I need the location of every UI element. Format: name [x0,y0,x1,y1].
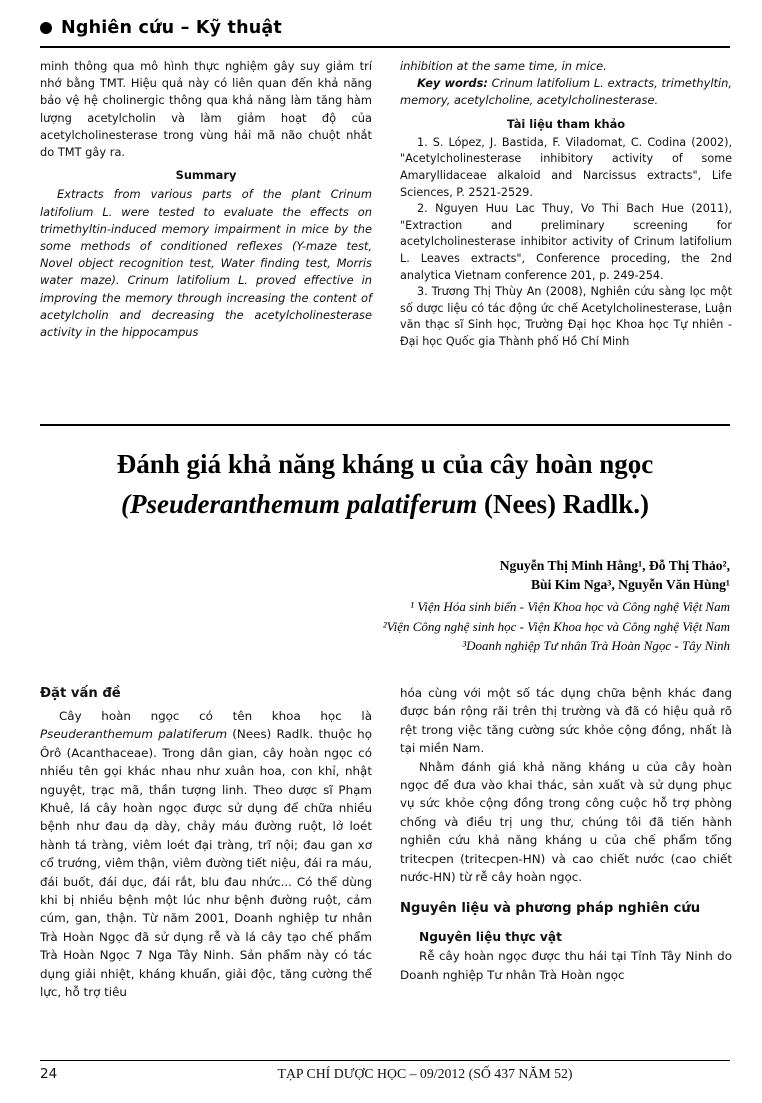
summary-tail: inhibition at the same time, in mice. [400,59,607,73]
authors-line-1: Nguyễn Thị Minh Hằng¹, Đỗ Thị Thảo², [499,558,730,573]
article-body-columns [40,684,732,1002]
article-title [40,444,730,524]
page-number: 24 [40,1066,58,1082]
journal-citation: TẠP CHÍ DƯỢC HỌC – 09/2012 (SỐ 437 NĂM 52) [277,1066,573,1081]
article-title-authority: (Nees) Radlk.) [477,489,649,519]
article-right-column [400,684,732,1002]
continuation-paragraph: minh thông qua mô hình thực nghiệm gây suy giảm trí nhớ bằng TMT. Hiệu quả này có liên quan đến khả năng bảo vệ hệ cholinergic thông qua khả năng làm tăng hàm lượng acetylcholin và làm giảm hoạt độ của acetylcholinesterase trong vùng hải mã não chuột nhắt do TMT gây ra. [40,59,372,160]
summary-heading: Summary [175,168,237,183]
running-head [40,18,730,38]
reference-item: 3. Trương Thị Thùy An (2008), Nghiên cứu sàng lọc một số dược liệu có tác động ức chế Acetylcholinesterase, Luận văn thạc sĩ Sinh học, Trường Đại học Khoa học Tự nhiên - Đại học Quốc gia Thành phố Hồ Chí Minh [400,285,732,348]
previous-article-left-column [40,58,372,351]
summary-text: Extracts from various parts of the plant Crinum latifolium L. were tested to evaluate the effects on trimethyltin-induced memory impairment in mice by the some methods of conditioned reflexes (Y-maze test, Novel object recognition test, Water finding test, Morris water maze). Crinum latifolium L. proved effective in improving the memory through increasing the content of acetylcholin and decreasing the acetylcholinesterase activity in the hippocampus [40,187,372,340]
previous-article-columns [40,58,732,351]
references-list [400,135,732,351]
reference-item: 1. S. López, J. Bastida, F. Viladomat, C. Codina (2002), "Acetylcholinesterase inhibitory activity of some Amaryllidaceae alkaloid and Narcissus extracts", Life Sciences, P. 2521-2529. [400,135,732,199]
affiliation-item: ²Viện Công nghệ sinh học - Viện Khoa học và Công nghệ Việt Nam [382,618,730,634]
plant-material-paragraph: Rễ cây hoàn ngọc được thu hái tại Tỉnh Tây Ninh do Doanh nghiệp Tư nhân Trà Hoàn ngọc [400,949,732,982]
affiliation-item: ¹ Viện Hóa sinh biển - Viện Khoa học và Công nghệ Việt Nam [410,599,730,614]
references-heading: Tài liệu tham khảo [506,116,626,131]
article-title-species: (Pseuderanthemum palatiferum [120,489,478,519]
intro-text-part2: (Nees) Radlk. thuộc họ Ôrô (Acanthaceae). Trong dân gian, cây hoàn ngọc có nhiều tên gọi khác nhau như xuân hoa, con khỉ, nhật nguyệt, trạc mã, thần tượng linh. Theo dược sĩ Phạm Khuê, lá cây hoàn ngọc được sử dụng để chữa nhiều bệnh như đau dạ dày, chảy máu đường ruột, lở loét hành tá tràng, viêm loét đại tràng, trĩ nội; đau gan xơ cổ trướng, viêm thận, viêm đường tiết niệu, đái ra máu, đái buốt, đái dục, đái rắt, blu đau nhức... Có thể dùng khi bị nhiều bệnh một lúc như bệnh đường ruột, cảm cúm, gan, thận. Từ năm 2001, Doanh nghiệp tư nhân Trà Hoàn Ngọc đã sử dụng rễ và lá cây tạo chế phẩm Trà Hoàn Ngọc 7 Nga Tây Ninh. Sản phẩm này có tác dụng giải nhiệt, kháng khuẩn, giải độc, tăng cường thể lực, hỗ trợ tiêu [40,727,372,1000]
intro-text-part1: Cây hoàn ngọc có tên khoa học là [59,709,372,723]
running-head-text: Nghiên cứu – Kỹ thuật [61,18,282,38]
section-heading-materials-methods: Nguyên liệu và phương pháp nghiên cứu [400,901,701,917]
previous-article-right-column [400,58,732,351]
affiliation-item: ³Doanh nghiệp Tư nhân Trà Hoàn Ngọc - Tây Ninh [462,638,730,653]
objective-paragraph: Nhằm đánh giá khả năng kháng u của cây hoàn ngọc để đưa vào khai thác, sản xuất và sử dụng phục vụ sức khỏe cộng đồng trong công cuộc hỗ trợ phòng chống và điều trị ung thư, chúng tôi đã tiến hành nghiên cứu khả năng kháng u của chế phẩm tổng tritecpen (tritecpen-HN) và cao chiết nước (cao chiết nước-HN) từ rễ cây hoàn ngọc. [400,759,732,885]
subsection-heading-plant-material: Nguyên liệu thực vật [419,930,562,945]
header-divider [40,46,730,48]
article-title-line2 [40,484,730,524]
footer-divider [40,1060,730,1061]
article-divider [40,424,730,426]
bullet-icon [40,22,52,34]
page-footer [40,1066,730,1082]
article-title-line1: Đánh giá khả năng kháng u của cây hoàn ngọc [116,449,654,479]
author-list [40,556,762,594]
intro-continuation-paragraph: hóa cùng với một số tác dụng chữa bệnh khác đang được bán rộng rãi trên thị trường và đã có hiệu quả rõ rệt trong việc tăng cường sức khỏe cộng đồng, nhất là tại miền Nam. [400,686,732,756]
section-heading-introduction: Đặt vấn đề [40,686,121,701]
keywords-label: Key words: [417,76,488,91]
reference-item: 2. Nguyen Huu Lac Thuy, Vo Thi Bach Hue (2011), "Extraction and preliminary screening for acetylcholinesterase inhibitor activity of Crinum latifolium L. Leaves extracts", Conference proceding, the 2nd analytica Vietnam conference 201, p. 249-254. [400,202,732,282]
species-name: Pseuderanthemum palatiferum [40,727,228,742]
summary-body [40,186,372,341]
authors-line-2: Bùi Kim Nga³, Nguyễn Văn Hùng¹ [530,577,730,592]
article-left-column [40,684,372,1002]
affiliation-list [40,597,752,656]
intro-paragraph [40,707,372,1002]
keywords-text: Crinum latifolium L. extracts, trimethyltin, memory, acetylcholine, acetylcholinesterase. [400,76,732,108]
keywords-paragraph [400,75,732,109]
